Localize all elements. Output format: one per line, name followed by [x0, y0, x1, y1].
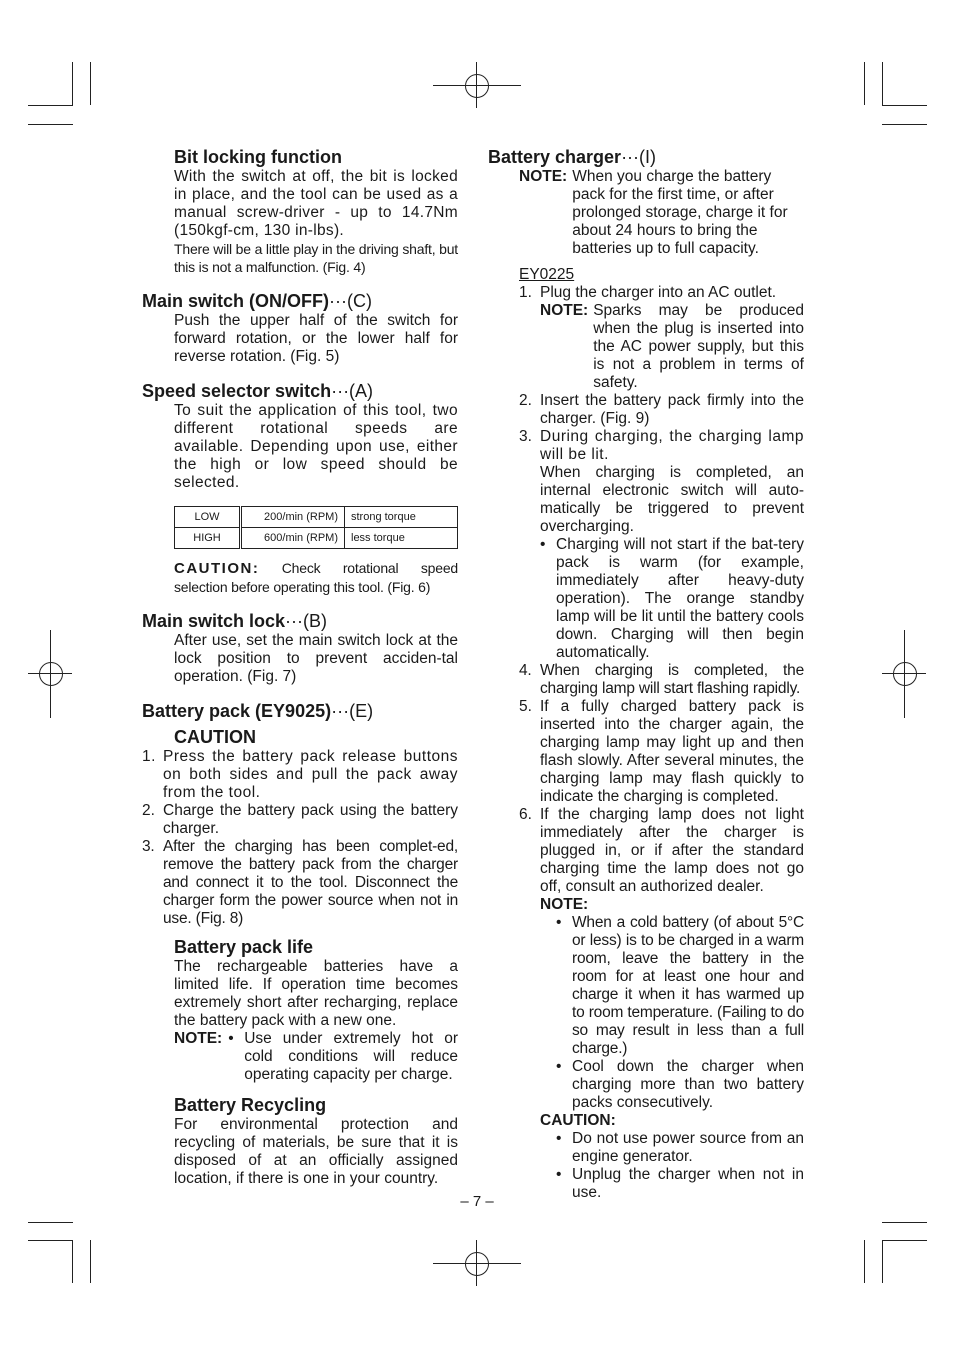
bit-locking-section	[142, 146, 458, 276]
caution-label: CAUTION:	[174, 560, 260, 577]
charger-note	[519, 168, 804, 258]
main-switch-heading: Main switch (ON/OFF)···(C)	[142, 291, 372, 311]
battery-recycling-text: For environmental protection and recycling of materials, be sure that it is disposed of at an officially assigned location, if there is one in your country.	[174, 1116, 458, 1187]
table-row	[175, 528, 458, 549]
battery-pack-caution-heading: CAUTION	[174, 727, 256, 747]
caution-text: Check rotational speed selection before operating this tool. (Fig. 6)	[174, 560, 458, 595]
battery-pack-heading: Battery pack (EY9025)···(E)	[142, 701, 374, 721]
note-text: Sparks may be produced when the plug is inserted into the AC power supply, but this is not a problem in terms of safety.	[593, 302, 804, 391]
main-switch-lock-section	[142, 610, 458, 686]
list-item: 1. Plug the charger into an AC outlet. NOTE: Sparks may be produced when the plug is inserted into the AC power supply, but this is not a problem in terms of safety.	[519, 284, 804, 391]
battery-pack-steps	[142, 748, 458, 928]
registration-mark-bottom	[465, 1252, 489, 1276]
caution-bullet: • Unplug the charger when not in use.	[556, 1166, 804, 1201]
speed-selector-section	[142, 380, 458, 596]
table-cell: less torque	[345, 528, 458, 549]
caution-bullet: • Do not use power source from an engine generator.	[556, 1130, 804, 1165]
table-cell: 600/min (RPM)	[241, 528, 345, 549]
battery-pack-life-section	[142, 936, 458, 1084]
step6-note	[540, 896, 804, 1202]
main-switch-lock-text: After use, set the main switch lock at the lock position to prevent acciden-tal operation. (Fig. 7)	[174, 632, 458, 685]
battery-recycling-section	[142, 1094, 458, 1188]
right-column	[488, 146, 804, 1202]
battery-life-note	[174, 1030, 458, 1084]
battery-charger-heading: Battery charger···(I)	[488, 147, 657, 167]
registration-mark-left	[39, 662, 63, 686]
bit-locking-heading: Bit locking function	[174, 147, 342, 167]
table-cell: LOW	[175, 507, 241, 528]
caution-label: CAUTION:	[540, 1112, 616, 1129]
speed-caution	[174, 559, 458, 596]
table-cell: HIGH	[175, 528, 241, 549]
note-label: NOTE:	[519, 168, 568, 185]
table-cell: 200/min (RPM)	[241, 507, 345, 528]
charger-steps	[519, 284, 804, 1202]
left-column	[142, 146, 458, 1188]
speed-table	[174, 506, 458, 549]
main-switch-text: Push the upper half of the switch for forward rotation, or the lower half for reverse rotation. (Fig. 5)	[174, 312, 458, 365]
table-row	[175, 507, 458, 528]
list-item: 4. When charging is completed, the charging lamp will start flashing rapidly.	[519, 662, 804, 697]
bit-locking-note: There will be a little play in the driving shaft, but this is not a malfunction. (Fig. 4)	[174, 241, 458, 275]
list-item: 6. If the charging lamp does not light immediately after the charger is plugged in, or if after the standard charging time the lamp does not go off, consult an authorized dealer. NOTE: • When a cold battery (of about 5°C or less) is to be charged in a warm room, leave the battery in the room for at least one hour and charge it when it has warmed up to room temperature. (Failing to do so may result in less than a full charge.) • Cool down the charger when charging more than two battery packs consecutively. CAUTION: • Do not use power source from an engine generator. • Unplug the charger when not in use.	[519, 806, 804, 1201]
list-item: 2. Insert the battery pack firmly into the charger. (Fig. 9)	[519, 392, 804, 427]
main-switch-section	[142, 290, 458, 366]
note-bullet: • When a cold battery (of about 5°C or less) is to be charged in a warm room, leave the battery in the room for at least one hour and charge it when it has warmed up to room temperature. (Failing to do so may result in less than a full charge.)	[556, 914, 804, 1057]
speed-selector-text: To suit the application of this tool, two different rotational speeds are available. Depending upon use, either the high or low speed should be selected.	[174, 402, 458, 491]
note-bullet: • Cool down the charger when charging more than two battery packs consecutively.	[556, 1058, 804, 1111]
note-label: NOTE:	[540, 302, 589, 319]
table-cell: strong torque	[345, 507, 458, 528]
note-label: NOTE:	[174, 1030, 223, 1047]
list-item: 1. Press the battery pack release buttons on both sides and pull the pack away from the tool.	[142, 748, 458, 801]
charger-model: EY0225	[519, 266, 575, 283]
registration-mark-right	[893, 662, 917, 686]
battery-recycling-heading: Battery Recycling	[174, 1095, 327, 1115]
list-item: 5. If a fully charged battery pack is inserted into the charger again, the charging lamp may light up and then flash slowly. After several minutes, the charging lamp may flash quickly to indicate the charging is completed.	[519, 698, 804, 805]
battery-life-heading: Battery pack life	[174, 937, 314, 957]
step3-bullet: • Charging will not start if the bat-tery pack is warm (for example, immediately after heavy-duty operation). The orange standby lamp will be lit until the battery cools down. Charging will then begin automatically.	[540, 536, 804, 661]
bit-locking-text: With the switch at off, the bit is locked in place, and the tool can be used as a manual screw-driver - up to 14.7Nm (150kgf-cm, 130 in-lbs).	[174, 168, 458, 239]
step3-detail: When charging is completed, an internal electronic switch will auto-matically be triggered to prevent overcharging.	[540, 464, 804, 535]
step1-note	[540, 302, 804, 392]
main-switch-lock-heading: Main switch lock···(B)	[142, 611, 328, 631]
registration-mark-top	[465, 74, 489, 98]
list-item: 3. During charging, the charging lamp will be lit. When charging is completed, an internal electronic switch will auto-matically be triggered to prevent overcharging. • Charging will not start if the bat-tery pack is warm (for example, immediately after heavy-duty operation). The orange standby lamp will be lit until the battery cools down. Charging will then begin automatically.	[519, 428, 804, 661]
list-item: 3. After the charging has been complet-ed, remove the battery pack from the charger and connect it to the tool. Disconnect the charger form the power source when not in use. (Fig. 8)	[142, 838, 458, 927]
battery-life-text: The rechargeable batteries have a limited life. If operation time becomes extremely short after recharging, replace the battery pack with a new one.	[174, 958, 458, 1029]
battery-pack-section	[142, 700, 458, 928]
note-text: When you charge the battery pack for the first time, or after prolonged storage, charge it for about 24 hours to bring the batteries up to full capacity.	[572, 168, 788, 257]
note-label: NOTE:	[540, 896, 589, 913]
list-item: 2. Charge the battery pack using the battery charger.	[142, 802, 458, 837]
note-bullet: • Use under extremely hot or cold conditions will reduce operating capacity per charge.	[228, 1030, 458, 1083]
page-number: – 7 –	[460, 1193, 494, 1210]
speed-selector-heading: Speed selector switch···(A)	[142, 381, 374, 401]
